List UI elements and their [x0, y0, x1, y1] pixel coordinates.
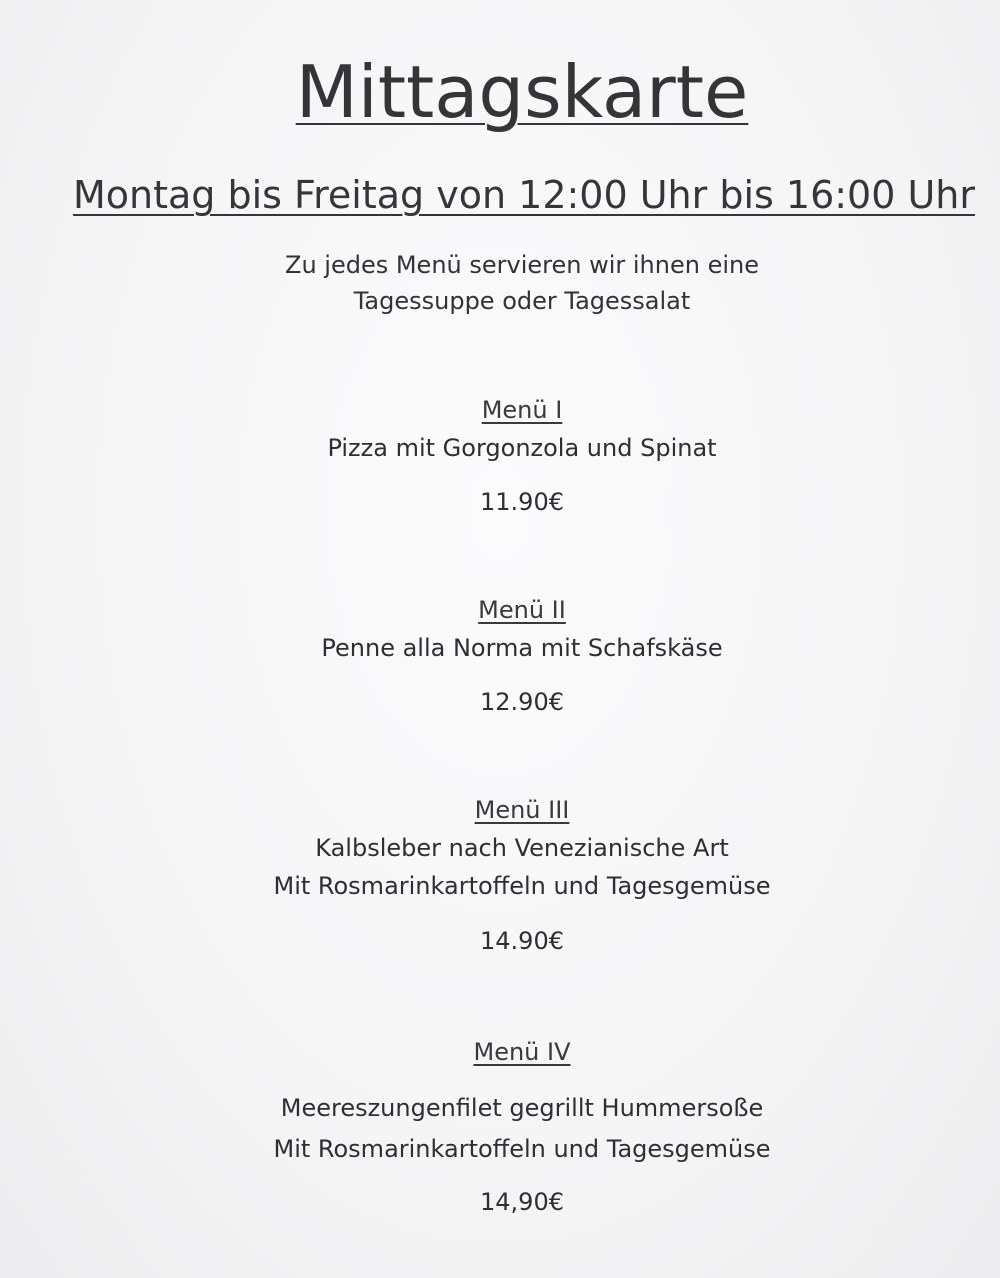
page-title: Mittagskarte — [295, 50, 749, 134]
menu-1-price: 11.90€ — [480, 488, 564, 516]
menu-3-price: 14.90€ — [480, 927, 564, 955]
intro-line-2: Tagessuppe oder Tagessalat — [353, 287, 691, 315]
menu-2-heading: Menü II — [478, 596, 566, 624]
menu-4-dish-line-1: Meereszungenfilet gegrillt Hummersoße — [280, 1094, 764, 1122]
menu-2-price: 12.90€ — [480, 688, 564, 716]
menu-4-heading: Menü IV — [473, 1038, 571, 1066]
intro-line-1: Zu jedes Menü servieren wir ihnen eine — [285, 251, 759, 279]
menu-2-dish: Penne alla Norma mit Schafskäse — [321, 634, 723, 662]
opening-hours: Montag bis Freitag von 12:00 Uhr bis 16:00 Uhr — [72, 173, 976, 217]
menu-4-dish-line-2: Mit Rosmarinkartoffeln und Tagesgemüse — [273, 1135, 771, 1163]
menu-4-price: 14,90€ — [480, 1188, 564, 1216]
menu-1-dish: Pizza mit Gorgonzola und Spinat — [327, 434, 717, 462]
menu-3-heading: Menü III — [474, 796, 570, 824]
menu-3-dish-line-2: Mit Rosmarinkartoffeln und Tagesgemüse — [273, 872, 771, 900]
menu-1-heading: Menü I — [481, 396, 563, 424]
menu-3-dish-line-1: Kalbsleber nach Venezianische Art — [315, 834, 729, 862]
